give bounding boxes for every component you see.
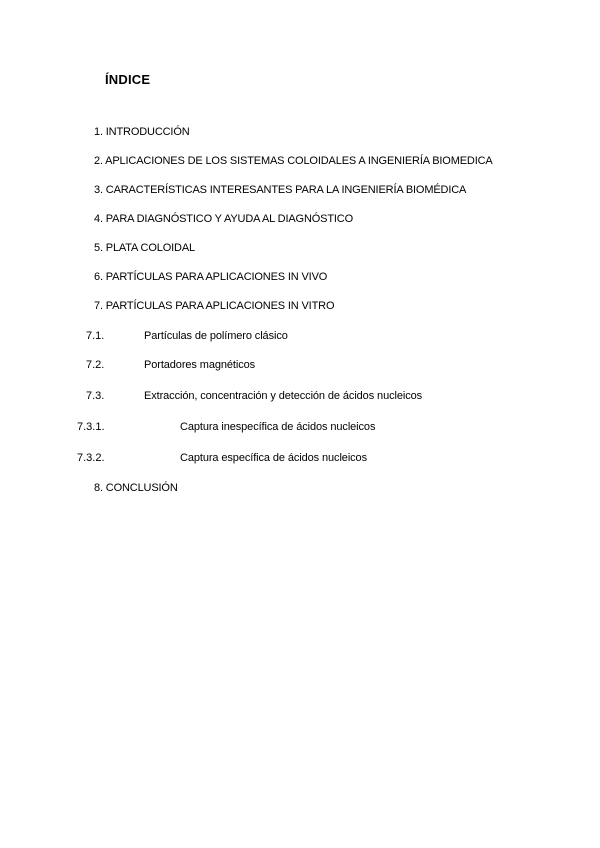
toc-subentry-number: 7.1.: [86, 330, 105, 342]
toc-entry-in-vitro: 7. PARTÍCULAS PARA APLICACIONES IN VITRO: [94, 300, 335, 312]
toc-entry-in-vivo: 6. PARTÍCULAS PARA APLICACIONES IN VIVO: [94, 271, 328, 283]
toc-subsubentry-label: Captura específica de ácidos nucleicos: [180, 452, 367, 464]
toc-subsubentry-number: 7.3.2.: [77, 452, 105, 464]
toc-subsubentry-label: Captura inespecífica de ácidos nucleicos: [180, 421, 376, 433]
index-title: ÍNDICE: [105, 72, 151, 87]
toc-entry-caracteristicas: 3. CARACTERÍSTICAS INTERESANTES PARA LA INGENIERÍA BIOMÉDICA: [94, 184, 467, 196]
toc-subentry-label: Extracción, concentración y detección de ácidos nucleicos: [144, 390, 423, 402]
toc-entry-introduccion: 1. INTRODUCCIÓN: [94, 126, 190, 138]
toc-entry-diagnostico: 4. PARA DIAGNÓSTICO Y AYUDA AL DIAGNÓSTICO: [94, 213, 354, 225]
toc-entry-conclusion: 8. CONCLUSIÓN: [94, 482, 178, 494]
toc-subentry-number: 7.3.: [86, 390, 105, 402]
toc-entry-aplicaciones: 2. APLICACIONES DE LOS SISTEMAS COLOIDALES A INGENIERÍA BIOMEDICA: [94, 155, 493, 167]
toc-subsubentry-number: 7.3.1.: [77, 421, 105, 433]
toc-entry-plata-coloidal: 5. PLATA COLOIDAL: [94, 242, 195, 254]
toc-subentry-label: Partículas de polímero clásico: [144, 330, 288, 342]
toc-subentry-number: 7.2.: [86, 359, 105, 371]
toc-subentry-label: Portadores magnéticos: [144, 359, 256, 371]
